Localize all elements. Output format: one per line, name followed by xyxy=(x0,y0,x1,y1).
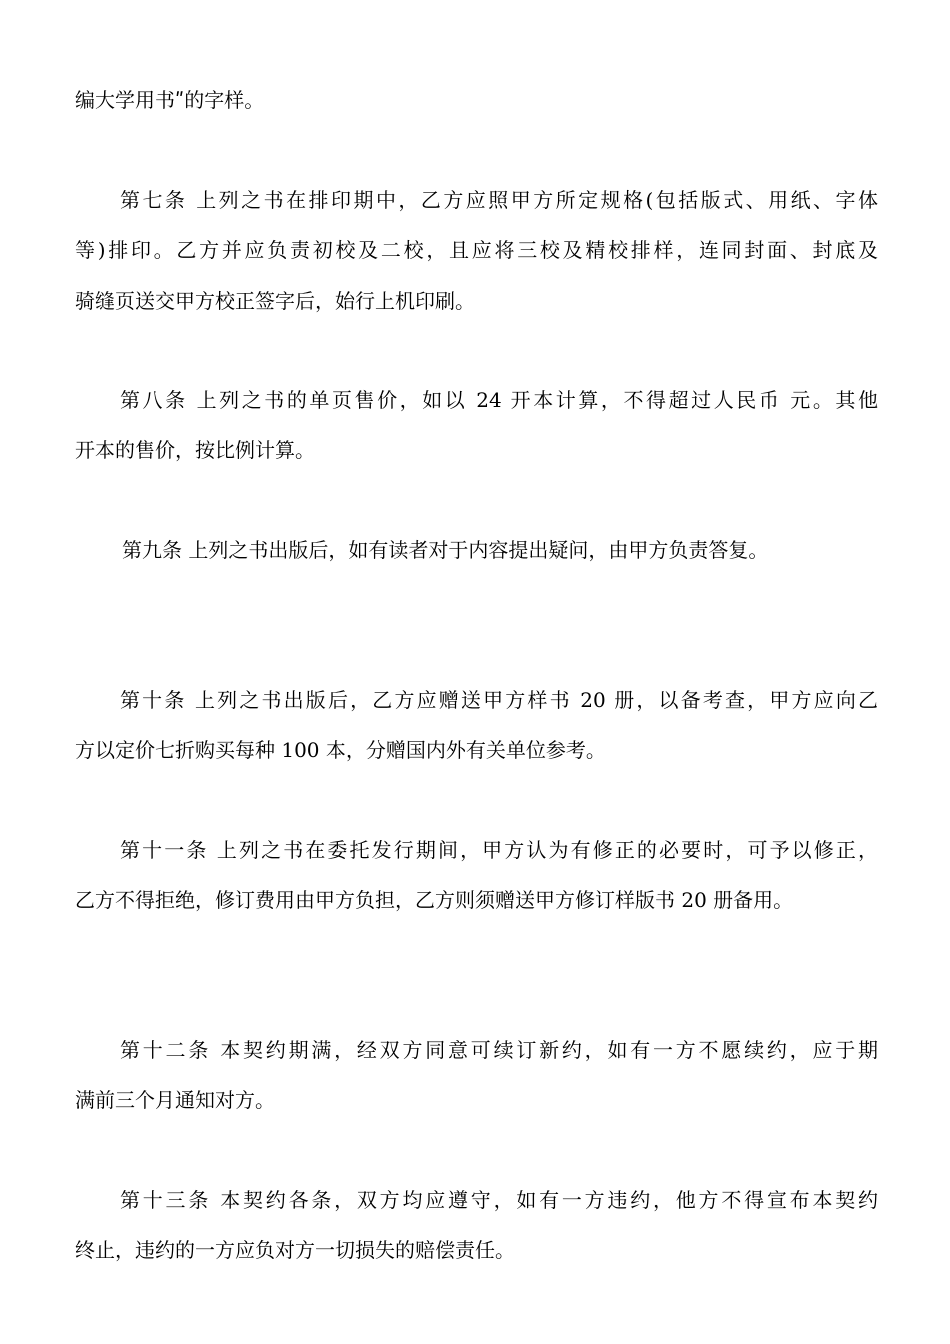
article-7-line-3: 骑缝页送交甲方校正签字后，始行上机印刷。 xyxy=(75,289,475,313)
article-11-line-1: 第十一条 上列之书在委托发行期间，甲方认为有修正的必要时，可予以修正， xyxy=(120,838,878,862)
article-13-line-1: 第十三条 本契约各条，双方均应遵守，如有一方违约，他方不得宣布本契约 xyxy=(120,1188,878,1212)
article-12-line-2: 满前三个月通知对方。 xyxy=(75,1088,275,1112)
article-10-line-1: 第十条 上列之书出版后，乙方应赠送甲方样书 20 册，以备考查，甲方应向乙 xyxy=(120,688,878,712)
text-line-1: 编大学用书ʺ的字样。 xyxy=(75,88,265,112)
article-9-line-1: 第九条 上列之书出版后，如有读者对于内容提出疑问，由甲方负责答复。 xyxy=(122,538,769,562)
article-8-line-1: 第八条 上列之书的单页售价，如以 24 开本计算，不得超过人民币 元。其他 xyxy=(120,388,878,412)
article-10-line-2: 方以定价七折购买每种 100 本，分赠国内外有关单位参考。 xyxy=(75,738,606,762)
article-7-line-2: 等)排印。乙方并应负责初校及二校，且应将三校及精校排样，连同封面、封底及 xyxy=(75,238,878,262)
article-7-line-1: 第七条 上列之书在排印期中，乙方应照甲方所定规格(包括版式、用纸、字体 xyxy=(120,188,878,212)
article-8-line-2: 开本的售价，按比例计算。 xyxy=(75,438,315,462)
article-12-line-1: 第十二条 本契约期满，经双方同意可续订新约，如有一方不愿续约，应于期 xyxy=(120,1038,878,1062)
article-11-line-2: 乙方不得拒绝，修订费用由甲方负担，乙方则须赠送甲方修订样版书 20 册备用。 xyxy=(75,888,794,912)
article-13-line-2: 终止，违约的一方应负对方一切损失的赔偿责任。 xyxy=(75,1238,515,1262)
